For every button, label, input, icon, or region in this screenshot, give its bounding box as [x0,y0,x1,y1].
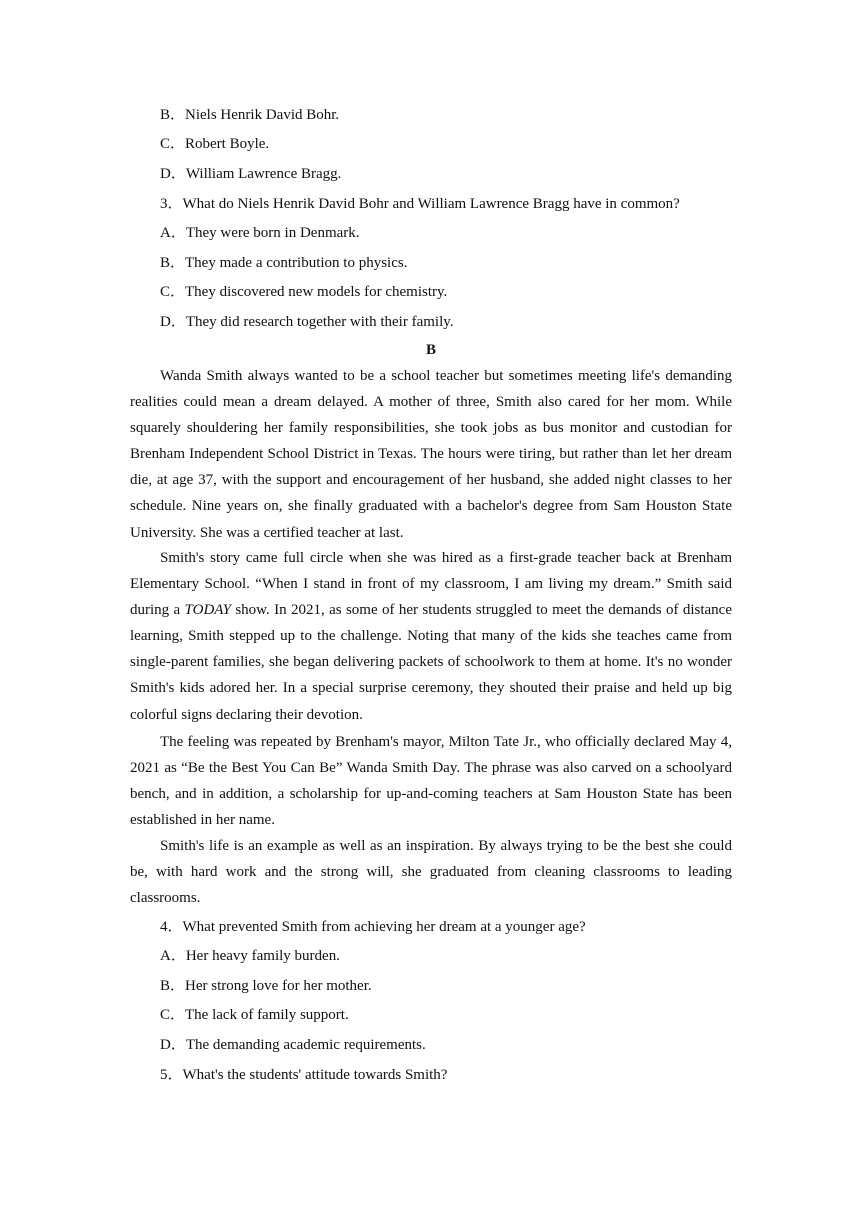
section-title: B [425,342,436,358]
q4-option-b: B．Her strong love for her mother. [160,978,372,994]
passage-paragraph-3: The feeling was repeated by Brenham's mayor, Milton Tate Jr., who officially declared May 4, 2021 as “Be the Best You Can Be” Wanda Smith Day. The phrase was also carved on a schoolyard bench, and in addition, a scholarship for up-and-coming teachers at Sam Houston State has been established in her name. [130,734,732,829]
q2-option-b: B．Niels Henrik David Bohr. [160,107,340,123]
q3-question: 3．What do Niels Henrik David Bohr and William Lawrence Bragg have in common? [160,196,680,212]
passage-paragraph-2: Smith's story came full circle when she was hired as a first-grade teacher back at Brenham Elementary School. “When I stand in front of my classroom, I am living my dream.” Smith said during a TODAY show. In 2021, as some of her students struggled to meet the demands of distance learning, Smith stepped up to the challenge. Noting that many of the kids she teaches came from single-parent families, she began delivering packets of schoolwork to them at home. It's no wonder Smith's kids adored her. In a special surprise ceremony, they shouted their praise and held up big colorful signs declaring their devotion. [130,550,732,723]
q5-question: 5．What's the students' attitude towards Smith? [160,1067,448,1083]
passage-paragraph-1: Wanda Smith always wanted to be a school teacher but sometimes meeting life's demanding realities could mean a dream delayed. A mother of three, Smith also cared for her mom. While squarely shouldering her family responsibilities, she took jobs as bus monitor and custodian for Brenham Independent School District in Texas. The hours were tiring, but rather than let her dream die, at age 37, with the support and encouragement of her husband, she added night classes to her schedule. Nine years on, she finally graduated with a bachelor's degree from Sam Houston State University. She was a certified teacher at last. [130,368,732,541]
q2-option-d: D．William Lawrence Bragg. [160,166,342,182]
q3-option-c: C．They discovered new models for chemistry. [160,284,448,300]
q4-question: 4．What prevented Smith from achieving her dream at a younger age? [160,919,586,935]
q3-option-d: D．They did research together with their family. [160,314,454,330]
q3-option-b: B．They made a contribution to physics. [160,255,408,271]
q2-option-c: C．Robert Boyle. [160,136,270,152]
passage-paragraph-4: Smith's life is an example as well as an inspiration. By always trying to be the best she could be, with hard work and the strong will, she graduated from cleaning classrooms to leading classrooms. [130,838,732,907]
q3-option-a: A．They were born in Denmark. [160,225,360,241]
show-title: TODAY [184,602,231,619]
q4-option-c: C．The lack of family support. [160,1007,349,1023]
q4-option-a: A．Her heavy family burden. [160,948,340,964]
q4-option-d: D．The demanding academic requirements. [160,1037,426,1053]
